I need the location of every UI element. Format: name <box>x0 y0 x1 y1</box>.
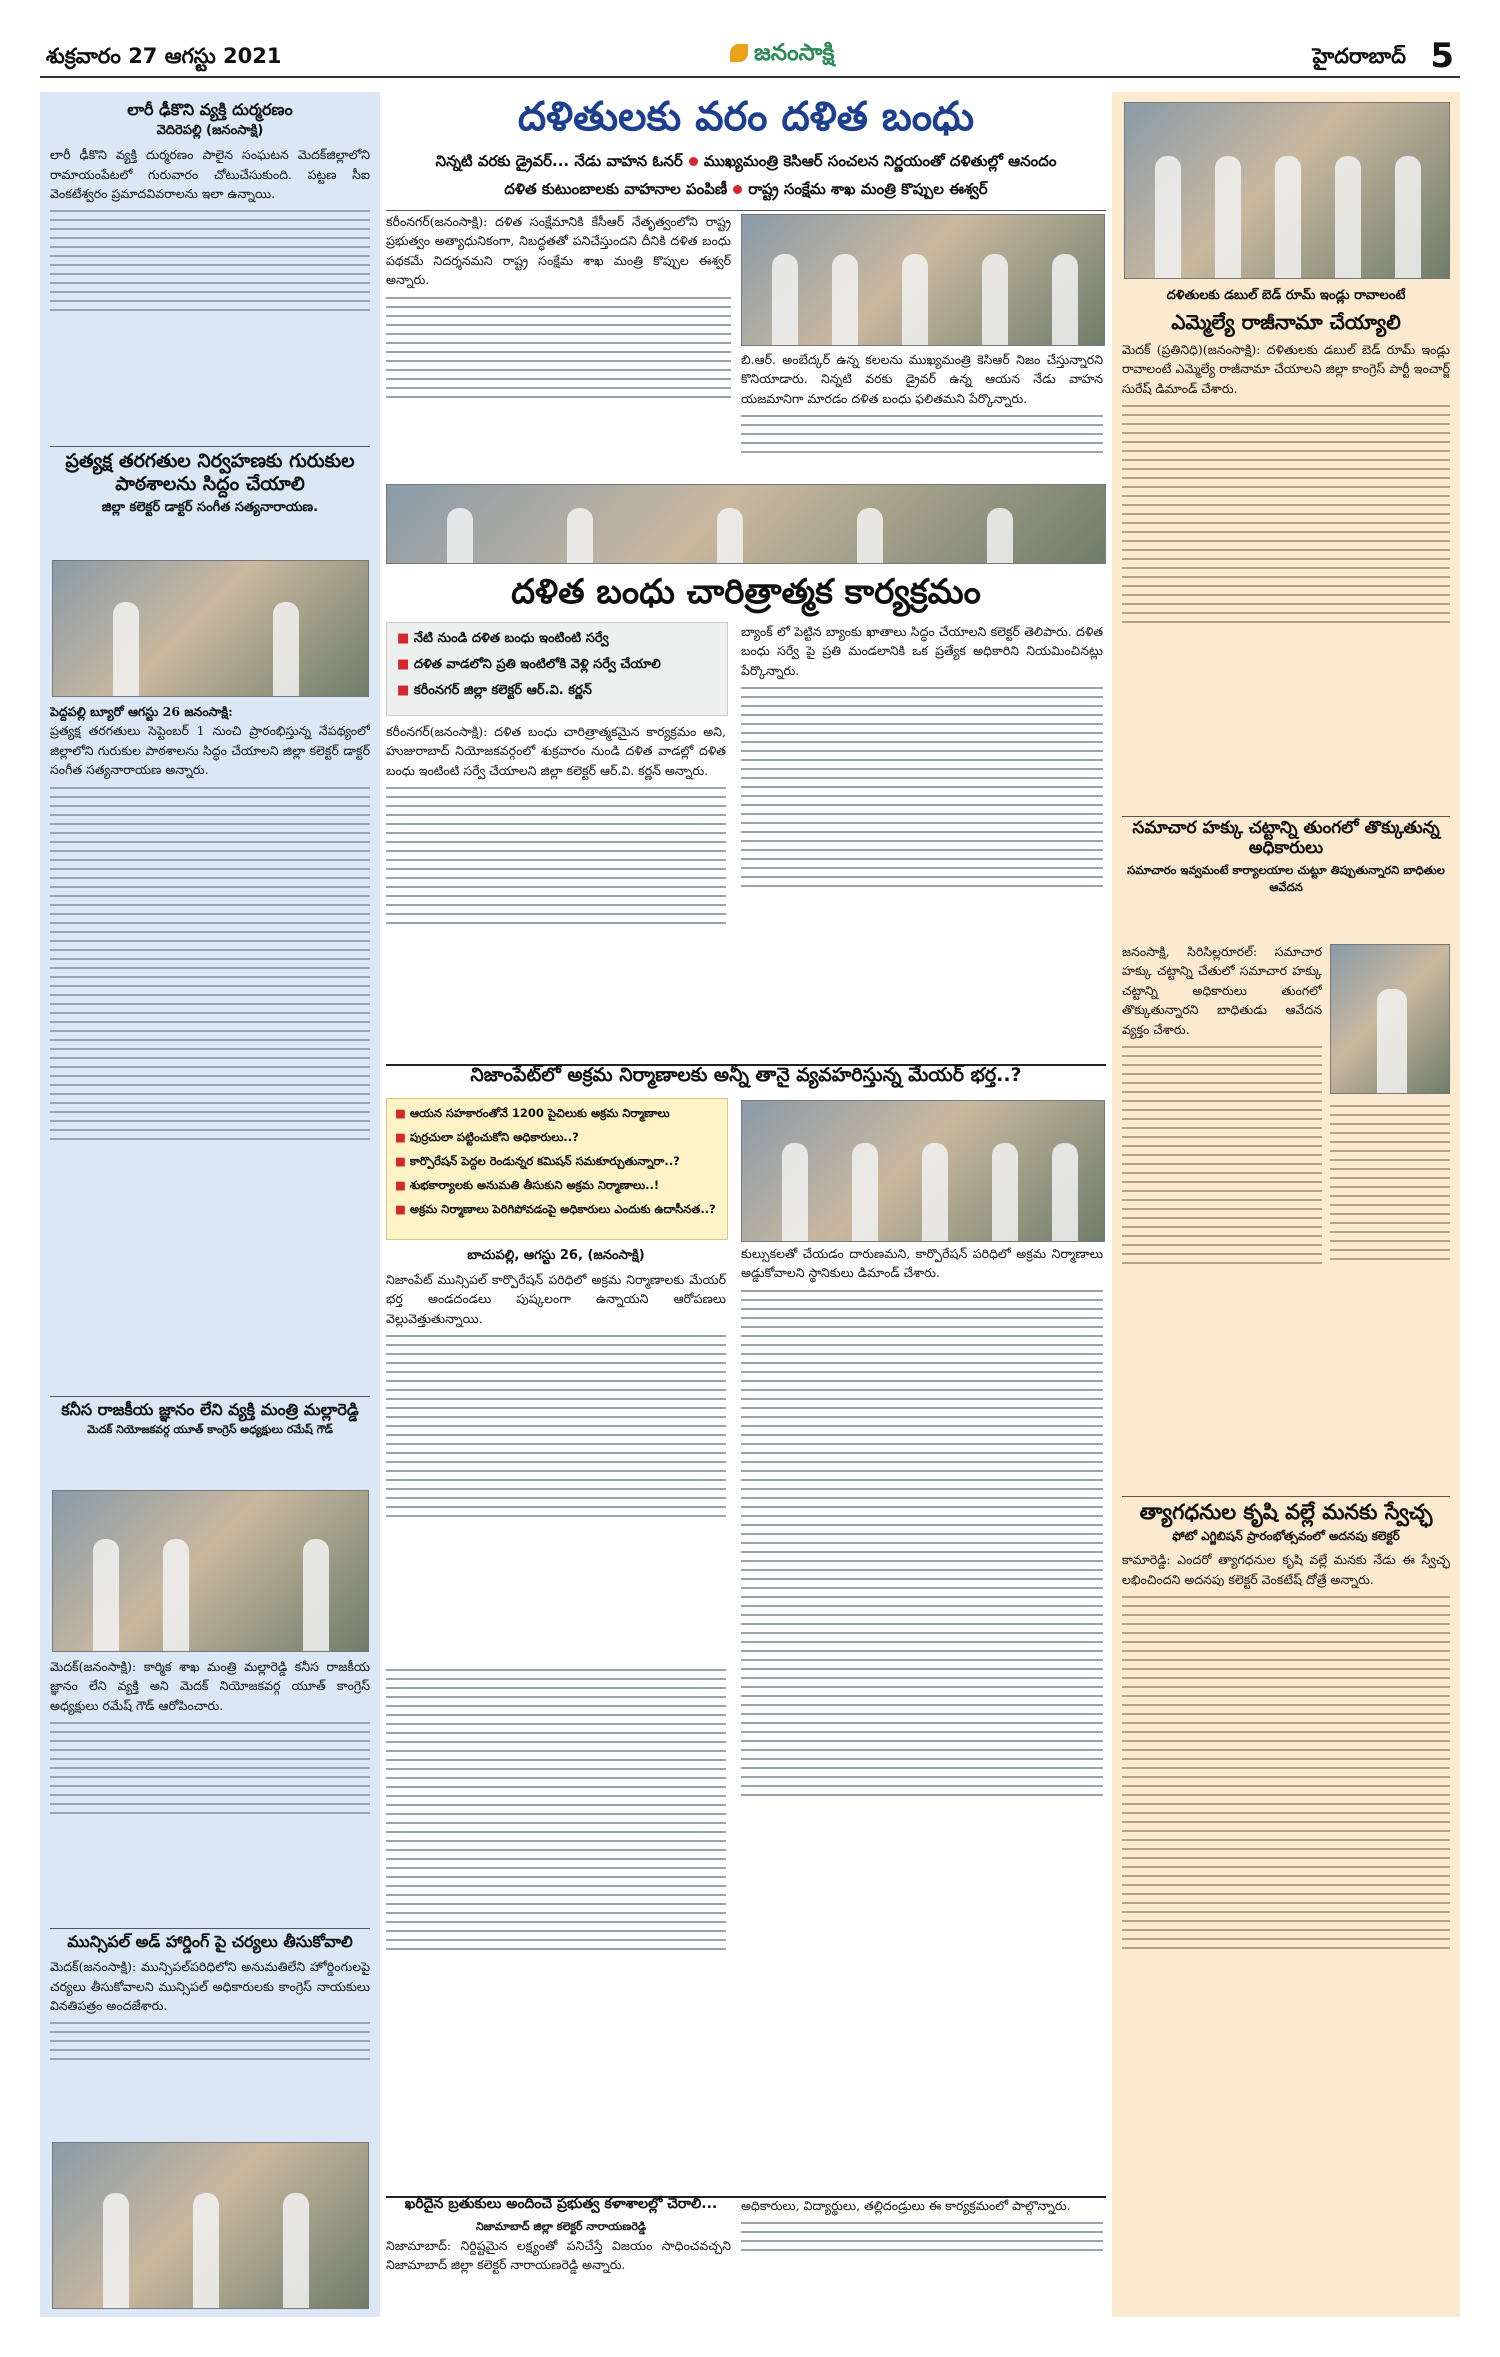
second-story-left <box>386 722 726 1052</box>
third-story-left-cont <box>386 1662 726 2182</box>
masthead-logo <box>730 40 834 72</box>
story-body: మెదక్ (ప్రతినిధి)(జనంసాక్షి): దళితులకు డబుల్ బెడ్ రూమ్ ఇండ్లు రావాలంటే ఎమ్మెల్యే రాజీనామా చేయాలని జిల్లా కాంగ్రెస్ పార్టీ ఇంచార్జ్ సురేష్ డిమాండ్ చేశారు. <box>1122 342 1450 396</box>
allegation-point: ■ శుభకార్యాలకు అనుమతి తీసుకుని అక్రమ నిర్మాణాలు..! <box>395 1178 719 1195</box>
lead-story-right <box>741 350 1103 478</box>
story-body: బి.ఆర్. అంబేద్కర్ ఉన్న కలలను ముఖ్యమంత్రి కెసిఆర్ నిజం చేస్తున్నారని కొనియాడారు. నిన్నటి వరకు డ్రైవర్ ఉన్న ఆయన నేడు వాహన యజమానిగా మారడం దళిత బంధు ఫలితమని పేర్కొన్నారు. <box>741 352 1103 406</box>
allegation-point: ■ ఆయన సహకారంతోనే 1200 పైచిలుకు అక్రమ నిర్మాణాలు <box>395 1106 719 1123</box>
issue-date: శుక్రవారం 27 ఆగస్టు 2021 <box>46 44 282 68</box>
review-meeting-photo <box>386 484 1106 564</box>
congress-protest-photo <box>1124 102 1450 279</box>
story-body: నిజాంపేట్ మున్సిపల్ కార్పొరేషన్ పరిధిలో అక్రమ నిర్మాణాలకు మేయర్ భర్త అండదండలు పుష్కలంగా ఉన్నాయని ఆరోపణలు వెల్లువెత్తుతున్నాయి. <box>386 1272 726 1326</box>
story-rti-body <box>1122 942 1322 1482</box>
page-number: 5 <box>1430 36 1454 76</box>
story-body: జనంసాక్షి, సిరిసిల్లరూరల్: సమాచార హక్కు చట్టాన్ని చేతులో సమాచార హక్కు చట్టాన్ని అధికారులు తుంగలో తొక్కుతున్నారని బాధితుడు ఆవేదన వ్యక్తం చేశారు. <box>1122 944 1322 1037</box>
third-story-left <box>386 1244 726 1654</box>
story-body: నిజామాబాద్: నిర్దిష్టమైన లక్ష్యంతో పనిచేస్తే విజయం సాధించవచ్చని నిజామాబాద్ జిల్లా కలెక్టర్ నారాయణరెడ్డి అన్నారు. <box>386 2238 731 2273</box>
story-subhead: ఫోటో ఎగ్జిబిషన్ ప్రారంభోత్సవంలో అదనపు కలెక్టర్ <box>1172 1529 1400 1544</box>
second-story-right <box>741 622 1103 1052</box>
story-municipal-hoarding <box>50 1932 370 2132</box>
edition-city: హైదరాబాద్ <box>1312 44 1406 68</box>
story-headline: సమాచార హక్కు చట్టాన్ని తుంగలో తొక్కుతున్న అధికారులు <box>1132 818 1440 859</box>
key-point: ■ కరీంనగర్ జిల్లా కలెక్టర్ ఆర్.వి. కర్ణన్ <box>397 683 717 701</box>
story-body: కరీంనగర్(జనంసాక్షి): దళిత సంక్షేమానికి కేసీఆర్ నేతృత్వంలోని రాష్ట్ర ప్రభుత్వం అత్యాధునికంగా, నిబద్ధతతో పనిచేస్తుందని దీనికి దళిత బంధు పథకమే నిదర్శనమని రాష్ట్ర సంక్షేమ శాఖ మంత్రి కొప్పుల ఈశ్వర్ అన్నారు. <box>386 214 731 288</box>
story-minister-mallareddy <box>50 1400 370 1490</box>
story-body: ప్రత్యక్ష తరగతులు సెప్టెంబర్ 1 నుంచి ప్రారంభిస్తున్న నేపథ్యంలో జిల్లాలోని గురుకుల పాఠశాలను సిద్ధం చేయాలని జిల్లా కలెక్టర్ డాక్టర్ సంగీత సత్యనారాయణ అన్నారు. <box>50 723 370 778</box>
story-headline: కనీస రాజకీయ జ్ఞానం లేని వ్యక్తి మంత్రి మల్లారెడ్డి <box>61 1400 359 1419</box>
story-freedom-fighters <box>1122 1500 1450 2310</box>
story-headline: త్యాగధనుల కృషి వల్లే మనకు స్వేచ్ఛ <box>1139 1500 1433 1524</box>
page-header <box>40 36 1460 78</box>
key-point: ■ నేటి నుండి దళిత బంధు ఇంటింటి సర్వే <box>397 631 717 649</box>
allegation-point: ■ కార్పొరేషన్ పెద్దల రెండున్నర కమిషన్ సమకూర్చుతున్నారా..? <box>395 1154 719 1171</box>
protest-photo <box>741 1100 1105 1242</box>
leaf-icon <box>730 44 748 62</box>
lead-story-left <box>386 212 731 477</box>
collector-meeting-photo <box>52 560 369 697</box>
story-body: కామారెడ్డి: ఎందరో త్యాగధనుల కృషి వల్లే మనకు నేడు ఈ స్వేచ్ఛ లభించిందని అదనపు కలెక్టర్ వెంకటేష్ దోత్రే అన్నారు. <box>1122 1552 1450 1587</box>
story-kicker: దళితులకు డబుల్ బెడ్ రూమ్ ఇండ్లు రావాలంటే <box>1166 288 1406 303</box>
story-headline: మున్సిపల్ అడ్ హార్డింగ్‌ పై చర్యలు తీసుకోవాలి <box>67 1932 353 1951</box>
story-minister-body <box>50 1657 370 1917</box>
divider <box>50 446 370 447</box>
story-subhead: సమాచారం ఇవ్వమంటే కార్యాలయాల చుట్టూ తిప్పుతున్నారని బాధితుల ఆవేదన <box>1127 862 1445 894</box>
bullet-icon <box>733 185 742 194</box>
story-body: కరీంనగర్(జనంసాక్షి): దళిత బంధు చారిత్రాత్మకమైన కార్యక్రమం అని, హుజురాబాద్ నియోజకవర్గంలో శుక్రవారం నుండి దళిత వాడల్లో దళిత బంధు ఇంటింటి సర్వే చేయాలని జిల్లా కలెక్టర్ ఆర్.వి. కర్ణన్ అన్నారు. <box>386 724 726 778</box>
photo-caption: పెద్దపల్లి బ్యూరో ఆగస్టు 26 జనంసాక్షి: <box>50 704 233 719</box>
memorandum-photo <box>52 2142 369 2309</box>
story-gurukul-body <box>50 702 370 1382</box>
story-body: మెదక్(జనంసాక్షి): మున్సిపల్‌పరిధిలోని అనుమతిలేని హోర్డింగులపై చర్యలు తీసుకోవాలని మున్సిపల్ అధికారులకు కాంగ్రెస్ నాయకులు వినతిపత్రం అందజేశారు. <box>50 1959 370 2013</box>
fourth-story-right <box>741 2196 1103 2316</box>
third-headline: నిజాంపేట్‌లో అక్రమ నిర్మాణాలకు అన్నీ తానై వ్యవహరిస్తున్న మేయర్ భర్త..? <box>470 1064 1022 1086</box>
lead-headline: దళితులకు వరం దళిత బంధు <box>517 94 975 140</box>
youth-congress-photo <box>52 1490 369 1652</box>
story-gurukul <box>50 450 370 560</box>
divider <box>50 1396 370 1397</box>
allegations-box <box>386 1098 728 1240</box>
story-rti <box>1122 818 1450 938</box>
story-dateline: బాచుపల్లి, ఆగస్టు 26, (జనంసాక్షి) <box>467 1248 645 1263</box>
story-dateline: వెదిరెపల్లి (జనంసాక్షి) <box>156 123 264 139</box>
story-headline: లారీ ఢీకొని వ్యక్తి దుర్మరణం <box>127 100 293 119</box>
lead-deck-2: దళిత కుటుంబాలకు వాహనాల పంపిణీ రాష్ట్ర సంక్షేమ శాఖ మంత్రి కొప్పుల ఈశ్వర్ <box>504 180 988 198</box>
complainant-photo <box>1330 944 1450 1094</box>
lead-deck-1: నిన్నటి వరకు డ్రైవర్... నేడు వాహన ఓనర్ ముఖ్యమంత్రి కెసిఆర్ సంచలన నిర్ణయంతో దళితుల్లో ఆనందం <box>435 152 1057 170</box>
story-lorry-accident <box>50 100 370 435</box>
right-column <box>1112 92 1460 2317</box>
divider <box>50 1928 370 1929</box>
bullet-icon <box>689 157 698 166</box>
second-headline: దళిత బంధు చారిత్రాత్మక కార్యక్రమం <box>511 572 981 612</box>
story-dateline: నిజామాబాద్ జిల్లా కలెక్టర్ నారాయణరెడ్డి <box>475 2220 647 2233</box>
left-column <box>40 92 380 2317</box>
fourth-headline: ఖరీదైన బ్రతుకులు అందించే ప్రభుత్వ కళాశాలల్లో చేరాలి... <box>404 2196 718 2212</box>
main-column <box>386 92 1106 2317</box>
story-headline: ప్రత్యక్ష తరగతుల నిర్వహణకు గురుకుల పాఠశాలను సిద్దం చేయాలి <box>65 450 355 495</box>
story-body: మెదక్(జనంసాక్షి): కార్మిక శాఖ మంత్రి మల్లారెడ్డి కనీస రాజకీయ జ్ఞానం లేని వ్యక్తి అని మెదక్ నియోజకవర్గ యూత్ కాంగ్రెస్ అధ్యక్షులు రమేష్ గౌడ్ ఆరోపించారు. <box>50 1659 370 1713</box>
story-subhead: జిల్లా కలెక్టర్ డాక్టర్ సంగీత సత్యనారాయణ. <box>101 499 319 515</box>
vehicle-distribution-photo <box>741 214 1105 346</box>
story-subhead: మెదక్ నియోజకవర్గ యూత్ కాంగ్రెస్ అధ్యక్షులు రమేష్ గౌడ్ <box>87 1423 333 1437</box>
key-point: ■ దళిత వాడలోని ప్రతి ఇంటిలోకి వెళ్లి సర్వే చేయాలి <box>397 657 717 675</box>
allegation-point: ■ పుర్రచులా పట్టించుకోని అధికారులు..? <box>395 1130 719 1147</box>
story-body: లారీ ఢీకొని వ్యక్తి దుర్మరణం పాలైన సంఘటన మెదక్‌జిల్లాలోని రామాయంపేటలో గురువారం చోటుచేసుకుంది. పట్టణ సీఐ వెంకటేశ్వరం ప్రమాదవివరాలను ఇలా ఉన్నాయి. <box>50 147 370 201</box>
allegation-point: ■ అక్రమ నిర్మాణాలు పెరిగిపోవడంపై అధికారులు ఎందుకు ఉదాసీనత..? <box>395 1202 719 1219</box>
story-body: బ్యాంక్ లో పెట్టిన బ్యాంకు ఖాతాలు సిద్ధం చేయాలని కలెక్టర్ తెలిపారు. దళిత బంధు సర్వే పై ప్రతి మండలానికి ఒక ప్రత్యేక అధికారిని నియమించినట్లు పేర్కొన్నారు. <box>741 624 1103 678</box>
key-points-box <box>386 622 728 716</box>
fourth-story-left <box>386 2236 731 2316</box>
story-body: కుల్సుకలతో చేయడం దారుణమని, కార్పొరేషన్ పరిధిలో అక్రమ నిర్మాణాలు అడ్డుకోవాలని స్థానికులు డిమాండ్ చేశారు. <box>741 1246 1103 1281</box>
third-story-right <box>741 1244 1103 2184</box>
story-mla-resign <box>1122 284 1450 804</box>
story-headline: ఎమ్మెల్యే రాజీనామా చేయ్యాలి <box>1171 310 1401 334</box>
masthead-text: జనంసాక్షి <box>754 40 835 66</box>
story-body: అధికారులు, విద్యార్థులు, తల్లిదండ్రులు ఈ కార్యక్రమంలో పాల్గొన్నారు. <box>741 2198 1071 2213</box>
